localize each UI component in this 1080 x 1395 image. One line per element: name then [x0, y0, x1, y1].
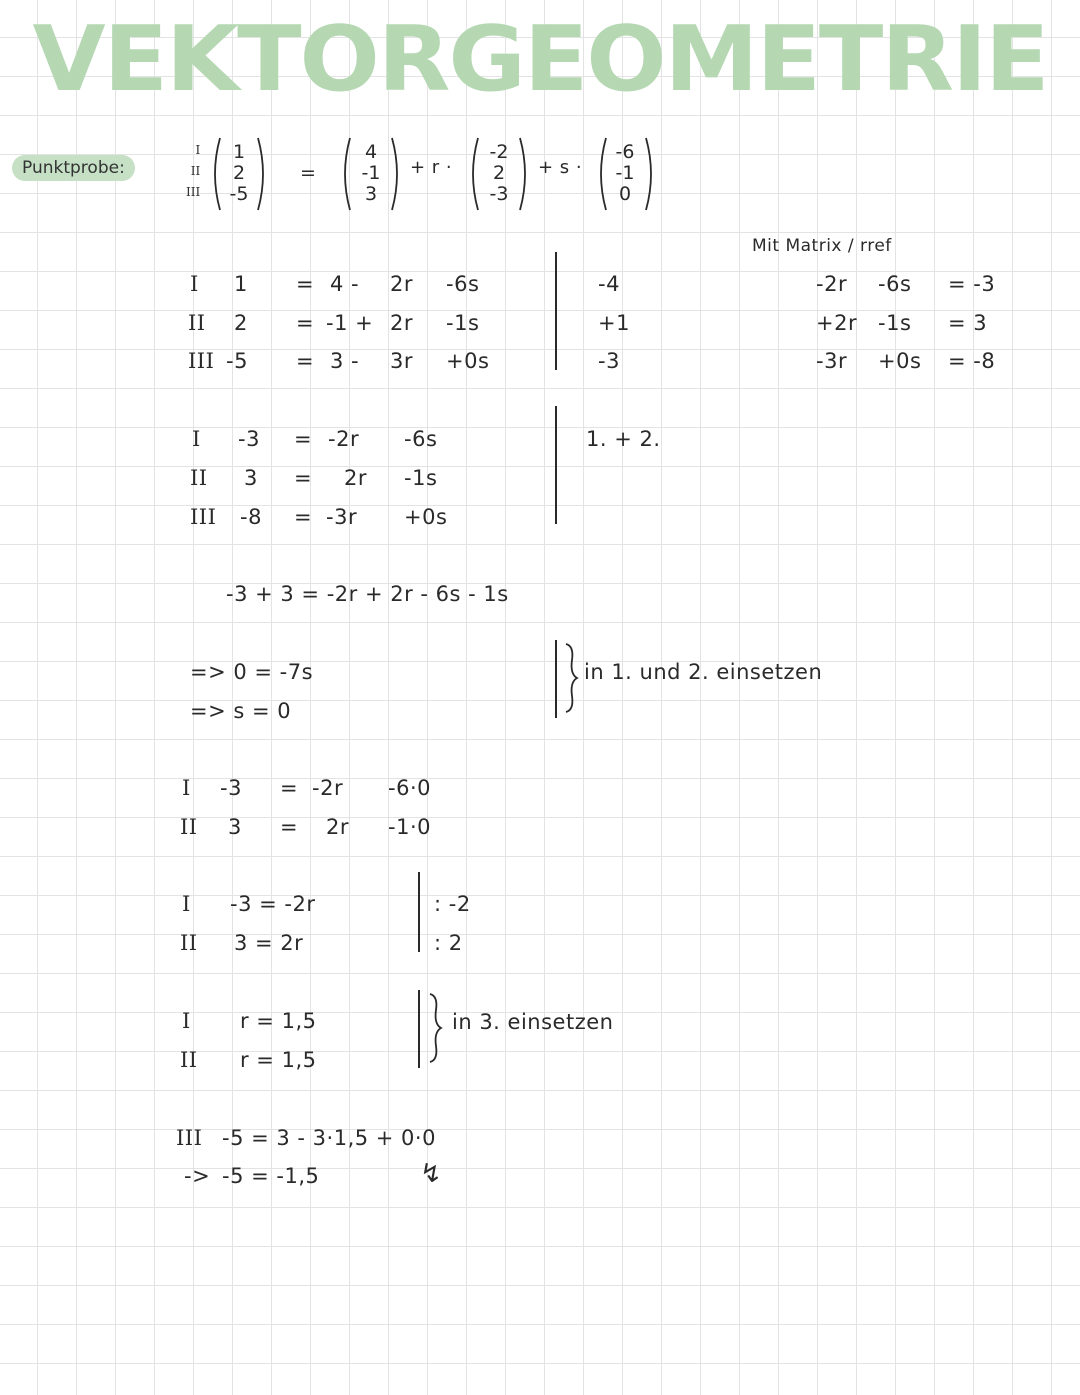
- equation-line: 3 = 2r: [234, 931, 304, 955]
- lhs: 2: [234, 311, 248, 335]
- term: 2r: [326, 815, 349, 839]
- divider-line: [418, 872, 420, 952]
- equals-sign: =: [296, 311, 315, 335]
- equation-line: => 0 = -7s: [190, 660, 314, 684]
- equals-sign: =: [294, 505, 313, 529]
- row-label: I: [190, 272, 199, 296]
- term: -2r: [328, 427, 360, 451]
- punktprobe-label: Punktprobe:: [12, 155, 135, 181]
- equals-sign: =: [294, 427, 313, 451]
- vector-entry: -5: [229, 183, 249, 205]
- divider-line: [418, 990, 420, 1068]
- term: -1s: [404, 466, 438, 490]
- term: -1 +: [326, 311, 374, 335]
- arrow-label: ->: [184, 1164, 211, 1188]
- term: 3 -: [330, 349, 360, 373]
- row-label: III: [186, 185, 201, 199]
- note: in 1. und 2. einsetzen: [584, 660, 823, 684]
- term: -6·0: [388, 776, 431, 800]
- row-label: I: [195, 143, 201, 157]
- term: +0s: [404, 505, 448, 529]
- term: -3r: [326, 505, 358, 529]
- operation: : 2: [434, 931, 463, 955]
- term: 4 -: [330, 272, 360, 296]
- equation-line: r = 1,5: [240, 1009, 317, 1033]
- row-label: II: [180, 815, 198, 839]
- equation-line: -5 = 3 - 3·1,5 + 0·0: [222, 1126, 436, 1150]
- equation-line: -5 = -1,5: [222, 1164, 320, 1188]
- equals-sign: =: [300, 162, 317, 184]
- paren-right: [388, 135, 404, 213]
- vector-entry: -2: [489, 141, 509, 163]
- vector-entry: -6: [615, 141, 635, 163]
- row-label: I: [182, 892, 191, 916]
- direction-vector-1: [480, 142, 518, 205]
- equals-sign: =: [280, 776, 299, 800]
- operation: : -2: [434, 892, 471, 916]
- matrix-cell: -1s: [878, 311, 912, 335]
- term: 2r: [344, 466, 367, 490]
- operation: +1: [598, 311, 630, 335]
- vector-entry: -1: [615, 162, 635, 184]
- lhs: -8: [240, 505, 262, 529]
- equation-line: => s = 0: [190, 699, 292, 723]
- equation-line: r = 1,5: [240, 1048, 317, 1072]
- divider-line: [555, 640, 557, 718]
- row-label: II: [180, 1048, 198, 1072]
- brace-icon: [426, 992, 444, 1064]
- matrix-cell: -2r: [816, 272, 848, 296]
- matrix-cell: = 3: [948, 311, 988, 335]
- lhs: 3: [228, 815, 242, 839]
- divider-line: [555, 252, 557, 370]
- lhs: -3: [220, 776, 242, 800]
- row-label: III: [188, 349, 215, 373]
- lhs: 3: [244, 466, 258, 490]
- row-label: II: [180, 931, 198, 955]
- paren-right: [254, 135, 270, 213]
- paren-right: [516, 135, 532, 213]
- vector-entry: 2: [232, 162, 246, 184]
- equals-sign: =: [280, 815, 299, 839]
- matrix-cell: -3r: [816, 349, 848, 373]
- vector-entry: 3: [364, 183, 378, 205]
- equals-sign: =: [296, 349, 315, 373]
- vector-entry: 1: [232, 141, 246, 163]
- operation: -3: [598, 349, 620, 373]
- addition-line: -3 + 3 = -2r + 2r - 6s - 1s: [226, 582, 509, 606]
- equation-line: -3 = -2r: [230, 892, 316, 916]
- term: -6s: [446, 272, 480, 296]
- row-label: I: [192, 427, 201, 451]
- row-label: II: [190, 164, 201, 178]
- page-title: VEKTORGEOMETRIE: [32, 7, 1048, 112]
- term: 3r: [390, 349, 413, 373]
- vector-entry: 0: [618, 183, 632, 205]
- matrix-cell: -6s: [878, 272, 912, 296]
- row-labels: [186, 140, 200, 203]
- term: -6s: [404, 427, 438, 451]
- paren-right: [642, 135, 658, 213]
- direction-vector-2: [606, 142, 644, 205]
- plus-r: + r ·: [410, 157, 453, 178]
- term: -1·0: [388, 815, 431, 839]
- lhs: 1: [234, 272, 248, 296]
- vector-entry: -3: [489, 183, 509, 205]
- vector-entry: 4: [364, 141, 378, 163]
- divider-line: [555, 406, 557, 524]
- row-label: III: [176, 1126, 203, 1150]
- matrix-cell: +0s: [878, 349, 922, 373]
- lhs: -3: [238, 427, 260, 451]
- contradiction-icon: ↯: [420, 1159, 443, 1189]
- note: in 3. einsetzen: [452, 1010, 614, 1034]
- term: 2r: [390, 311, 413, 335]
- row-label: II: [188, 311, 206, 335]
- brace-icon: [562, 642, 580, 714]
- term: 2r: [390, 272, 413, 296]
- vector-entry: 2: [492, 162, 506, 184]
- term: +0s: [446, 349, 490, 373]
- vector-entry: -1: [361, 162, 381, 184]
- matrix-cell: = -3: [948, 272, 996, 296]
- lhs: -5: [226, 349, 248, 373]
- equals-sign: =: [294, 466, 313, 490]
- operation: -4: [598, 272, 620, 296]
- row-label: II: [190, 466, 208, 490]
- term: -1s: [446, 311, 480, 335]
- row-label: I: [182, 1009, 191, 1033]
- support-vector: [352, 142, 390, 205]
- row-label: I: [182, 776, 191, 800]
- point-vector: [222, 142, 256, 205]
- equals-sign: =: [296, 272, 315, 296]
- matrix-cell: = -8: [948, 349, 996, 373]
- matrix-cell: +2r: [816, 311, 858, 335]
- row-label: III: [190, 505, 217, 529]
- plus-s: + s ·: [538, 157, 583, 178]
- matrix-heading: Mit Matrix / rref: [752, 236, 892, 256]
- term: -2r: [312, 776, 344, 800]
- operation: 1. + 2.: [586, 427, 661, 451]
